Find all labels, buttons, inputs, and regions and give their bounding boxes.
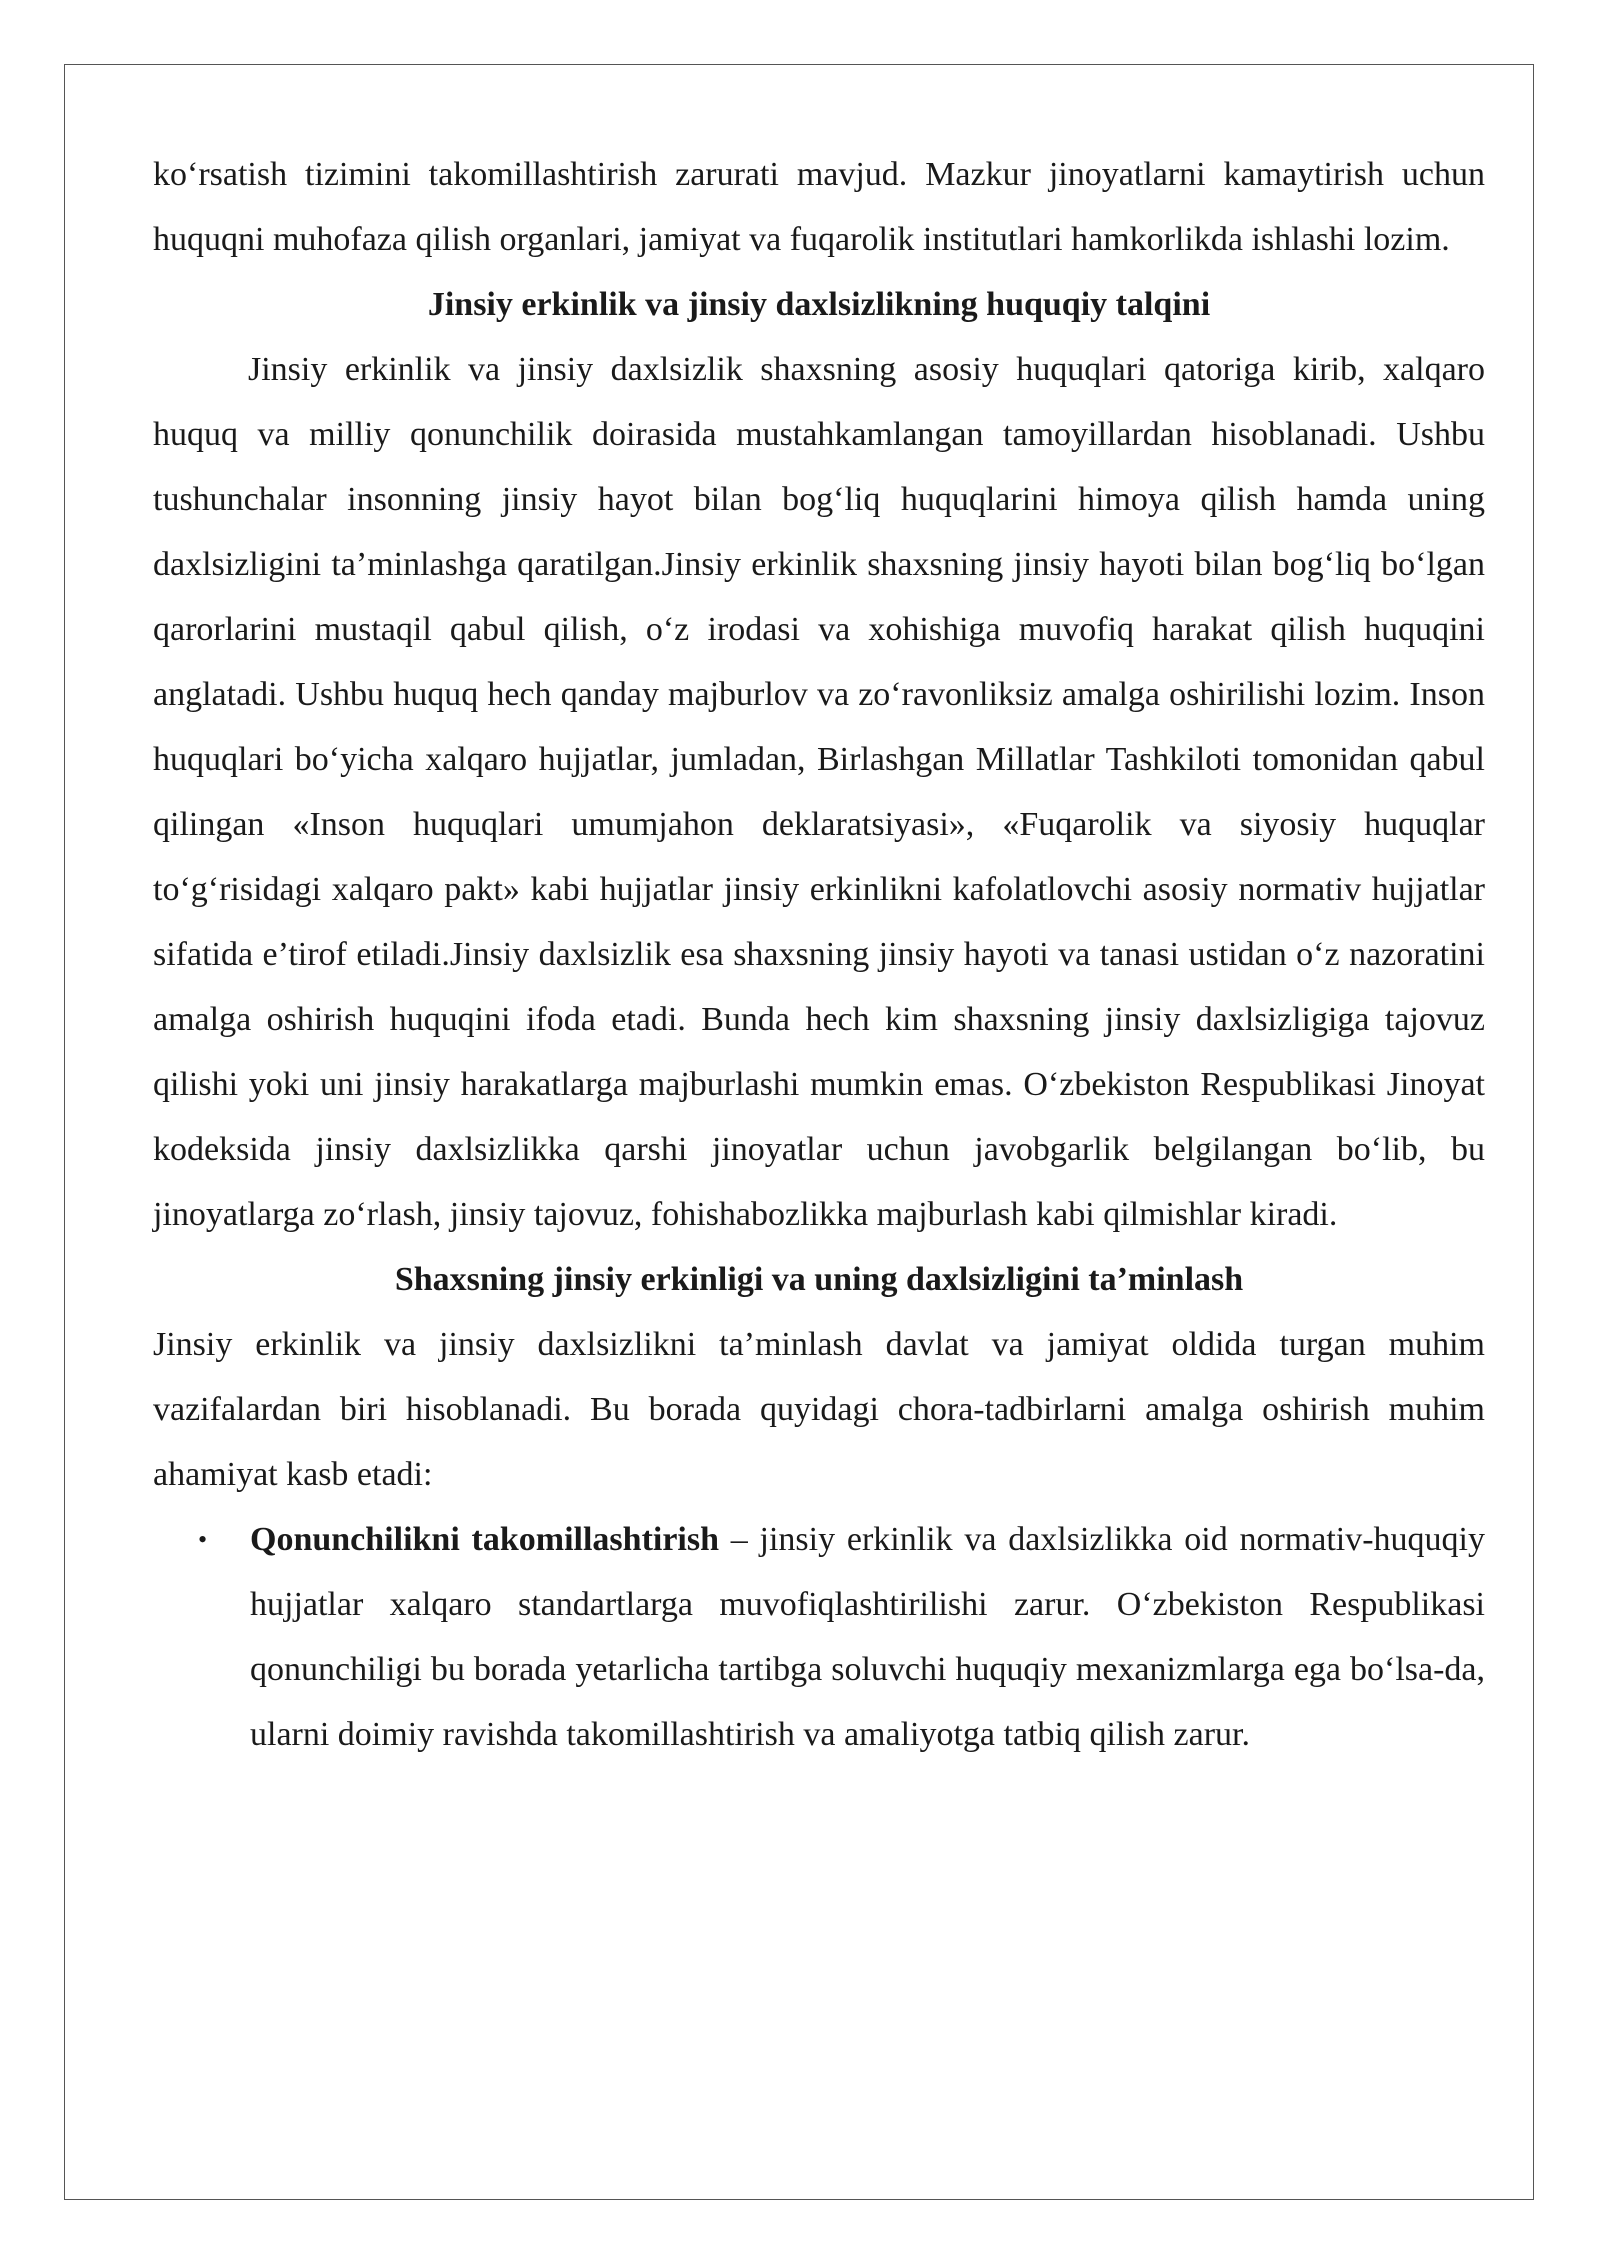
measures-list [153,1507,1485,1767]
document-body [153,142,1485,1767]
list-item [198,1507,1485,1767]
bullet-icon: • [198,1525,208,1554]
section-heading-ensuring-freedom: Shaxsning jinsiy erkinligi va uning daxlsizligini ta’minlash [394,1261,1244,1298]
paragraph-intro: ko‘rsatish tizimini takomillashtirish zarurati mavjud. Mazkur jinoyatlarni kamaytirish uchun huquqni muhofaza qilish organlari, jamiyat va fuqarolik institutlari hamkorlikda ishlashi lozim. [153,156,1485,258]
paragraph-legal-interpretation: Jinsiy erkinlik va jinsiy daxlsizlik shaxsning asosiy huquqlari qatoriga kirib, xalqaro huquq va milliy qonunchilik doirasida mustahkamlangan tamoyillardan hisoblanadi. Ushbu tushunchalar insonning jinsiy hayot bilan bog‘liq huquqlarini himoya qilish hamda uning daxlsizligini ta’minlashga qaratilgan.Jinsiy erkinlik shaxsning jinsiy hayoti bilan bog‘liq bo‘lgan qarorlarini mustaqil qabul qilish, o‘z irodasi va xohishiga muvofiq harakat qilish huquqini anglatadi. Ushbu huquq hech qanday majburlov va zo‘ravonliksiz amalga oshirilishi lozim. Inson huquqlari bo‘yicha xalqaro hujjatlar, jumladan, Birlashgan Millatlar Tashkiloti tomonidan qabul qilingan «Inson huquqlari umumjahon deklaratsiyasi», «Fuqarolik va siyosiy huquqlar to‘g‘risidagi xalqaro pakt» kabi hujjatlar jinsiy erkinlikni kafolatlovchi asosiy normativ hujjatlar sifatida e’tirof etiladi.Jinsiy daxlsizlik esa shaxsning jinsiy hayoti va tanasi ustidan o‘z nazoratini amalga oshirish huquqini ifoda etadi. Bunda hech kim shaxsning jinsiy daxlsizligiga tajovuz qilishi yoki uni jinsiy harakatlarga majburlashi mumkin emas. O‘zbekiston Respublikasi Jinoyat kodeksida jinsiy daxlsizlikka qarshi jinoyatlar uchun javobgarlik belgilangan bo‘lib, bu jinoyatlarga zo‘rlash, jinsiy tajovuz, fohishabozlikka majburlash kabi qilmishlar kiradi. [153,351,1485,1233]
list-item-text: – jinsiy erkinlik va daxlsizlikka oid normativ-huquqiy hujjatlar xalqaro standartlarga muvofiqlashtirilishi zarur. O‘zbekiston Respublikasi qonunchiligi bu borada yetarlicha tartibga soluvchi huquqiy mexanizmlarga ega bo‘lsa-da, ularni doimiy ravishda takomillashtirish va amaliyotga tatbiq qilish zarur. [250,1521,1485,1753]
list-item-title: Qonunchilikni takomillashtirish [250,1521,720,1558]
section-heading-legal-interpretation: Jinsiy erkinlik va jinsiy daxlsizlikning huquqiy talqini [427,286,1211,323]
paragraph-measures-intro: Jinsiy erkinlik va jinsiy daxlsizlikni ta’minlash davlat va jamiyat oldida turgan muhim vazifalardan biri hisoblanadi. Bu borada quyidagi chora-tadbirlarni amalga oshirish muhim ahamiyat kasb etadi: [153,1326,1485,1493]
